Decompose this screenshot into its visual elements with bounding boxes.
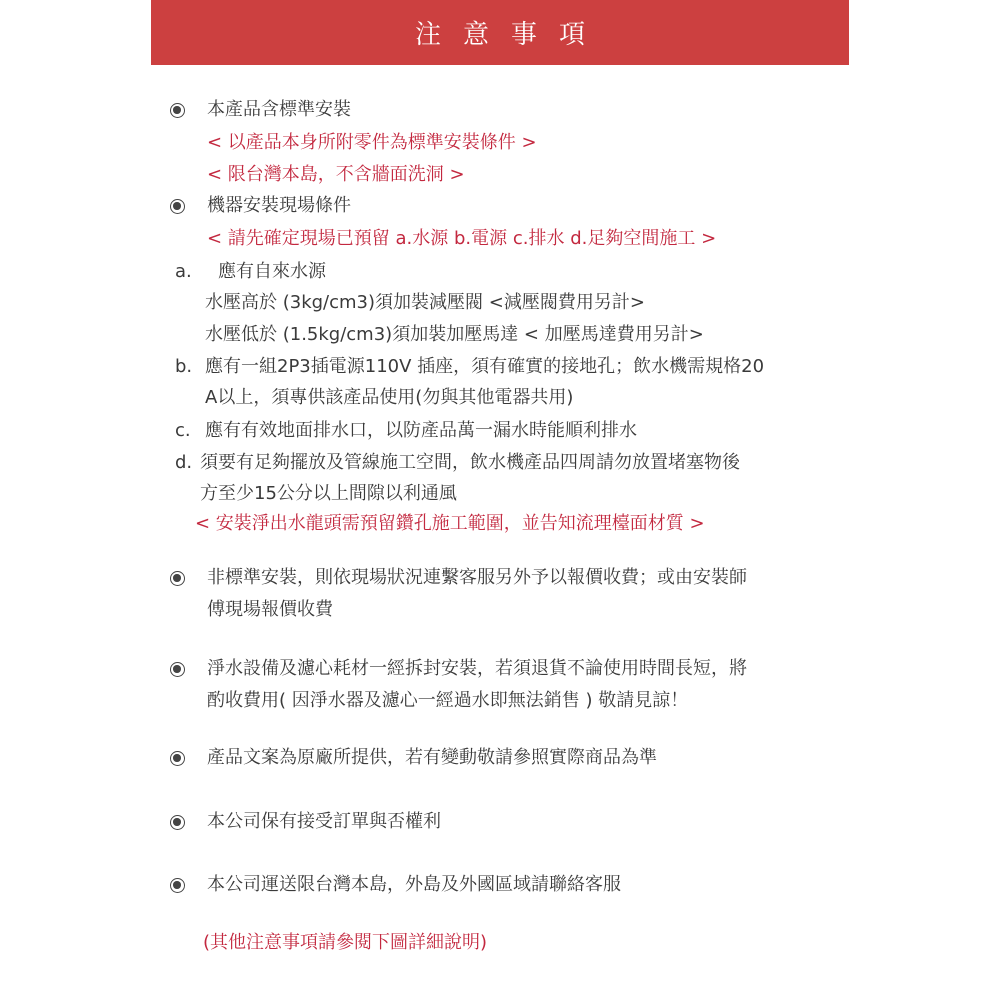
radio-bullet-icon [170,878,185,893]
radio-bullet-icon [170,751,185,766]
item-a-line-1: 應有自來水源 [218,261,326,282]
section-3-line-2: 傅現場報價收費 [207,599,333,620]
section-2-footnote: < 安裝淨出水龍頭需預留鑽孔施工範圍，並告知流理檯面材質 > [195,513,705,534]
item-a-line-3: 水壓低於 (1.5kg/cm3)須加裝加壓馬達 < 加壓馬達費用另計> [205,324,704,345]
item-a-label: a. [175,261,192,282]
section-1-note-2: < 限台灣本島，不含牆面洗洞 > [207,164,465,185]
item-a-line-2: 水壓高於 (3kg/cm3)須加裝減壓閥 <減壓閥費用另計> [205,292,645,313]
section-2-note: < 請先確定現場已預留 a.水源 b.電源 c.排水 d.足夠空間施工 > [207,228,717,249]
item-d-line-2: 方至少15公分以上間隙以利通風 [200,483,457,504]
radio-bullet-icon [170,815,185,830]
section-6-line: 本公司保有接受訂單與否權利 [207,811,441,832]
section-1-title: 本產品含標準安裝 [207,99,351,120]
header-banner [151,0,849,65]
section-4-line-1: 淨水設備及濾心耗材一經拆封安裝，若須退貨不論使用時間長短，將 [207,658,747,679]
section-3-line-1: 非標準安裝，則依現場狀況連繫客服另外予以報價收費；或由安裝師 [207,567,747,588]
footer-note: (其他注意事項請參閱下圖詳細說明) [203,932,488,953]
section-1-note-1: < 以產品本身所附零件為標準安裝條件 > [207,132,537,153]
radio-bullet-icon [170,571,185,586]
section-7-line: 本公司運送限台灣本島，外島及外國區域請聯絡客服 [207,874,621,895]
item-b-line-1: 應有一組2P3插電源110V 插座，須有確實的接地孔；飲水機需規格20 [205,356,765,377]
radio-bullet-icon [170,199,185,214]
radio-bullet-icon [170,103,185,118]
item-d-line-1: 須要有足夠擺放及管線施工空間，飲水機產品四周請勿放置堵塞物後 [200,452,740,473]
item-b-label: b. [175,356,193,377]
page-title: 注意事項 [414,20,607,50]
section-5-line: 產品文案為原廠所提供，若有變動敬請參照實際商品為準 [207,747,657,768]
section-4-line-2: 酌收費用( 因淨水器及濾心一經過水即無法銷售 ) 敬請見諒！ [207,690,689,711]
item-b-line-2: A以上，須專供該產品使用(勿與其他電器共用) [205,387,574,408]
item-c-label: c. [175,420,191,441]
item-c-line-1: 應有有效地面排水口，以防產品萬一漏水時能順利排水 [205,420,637,441]
radio-bullet-icon [170,662,185,677]
item-d-label: d. [175,452,193,473]
section-2-title: 機器安裝現場條件 [207,195,351,216]
